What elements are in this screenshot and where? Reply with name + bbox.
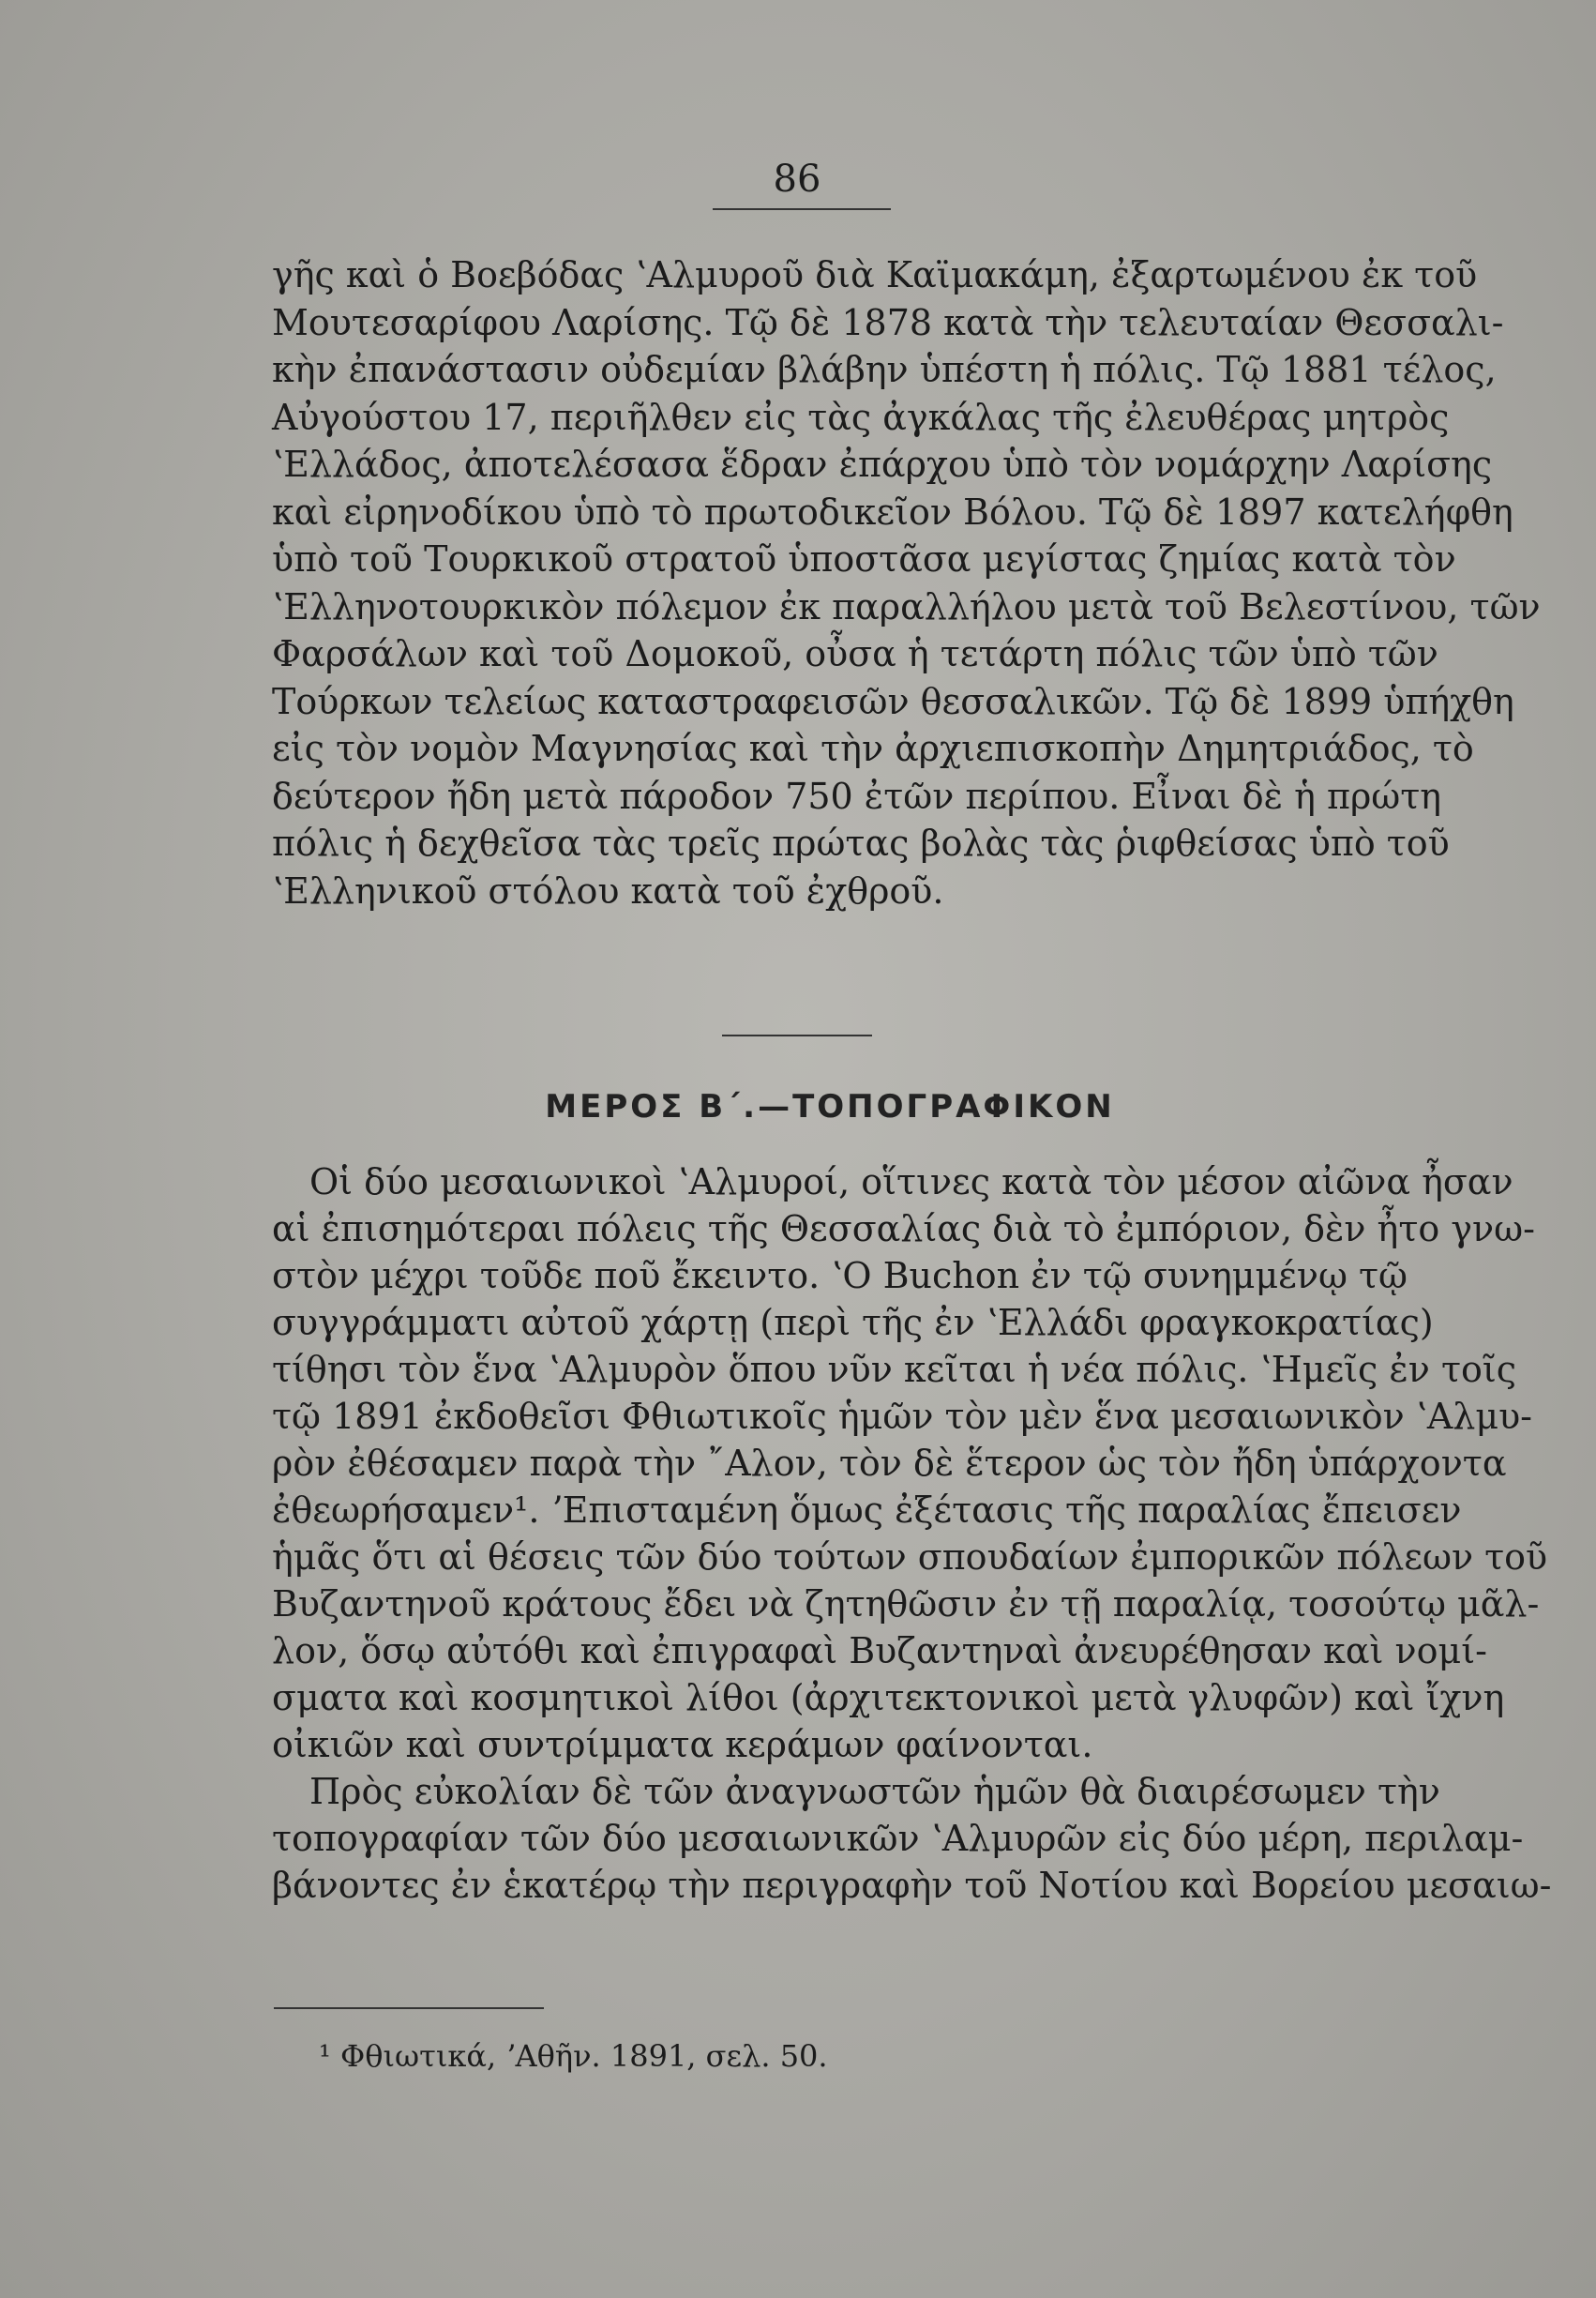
text-line: Οἱ δύο μεσαιωνικοὶ ʽΑλμυροί, οἵτινες κατὰ τὸν μέσον αἰῶνα ἦσαν: [309, 1161, 1513, 1202]
text-line: ἐθεωρήσαμεν¹. ʼΕπισταμένη ὅμως ἐξέτασις τῆς παραλίας ἔπεισεν: [272, 1489, 1462, 1531]
text-line: σματα καὶ κοσμητικοὶ λίθοι (ἀρχιτεκτονικοὶ μετὰ γλυφῶν) καὶ ἴχνη: [272, 1677, 1505, 1718]
text-line: καὶ εἰρηνοδίκου ὑπὸ τὸ πρωτοδικεῖον Βόλου. Τῷ δὲ 1897 κατελήφθη: [272, 491, 1513, 533]
text-line: Βυζαντηνοῦ κράτους ἔδει νὰ ζητηθῶσιν ἐν τῇ παραλίᾳ, τοσούτῳ μᾶλ-: [272, 1583, 1540, 1625]
text-line: οἰκιῶν καὶ συντρίμματα κεράμων φαίνονται.: [272, 1724, 1093, 1765]
page-number: 86: [773, 158, 821, 201]
text-line: τοπογραφίαν τῶν δύο μεσαιωνικῶν ʽΑλμυρῶν εἰς δύο μέρη, περιλαμ-: [272, 1818, 1524, 1859]
text-line: βάνοντες ἐν ἑκατέρῳ τὴν περιγραφὴν τοῦ Νοτίου καὶ Βορείου μεσαιω-: [272, 1865, 1552, 1906]
text-line: ʽΕλληνικοῦ στόλου κατὰ τοῦ ἐχθροῦ.: [272, 869, 944, 912]
section-separator: [722, 1035, 872, 1036]
text-line: Αὐγούστου 17, περιῆλθεν εἰς τὰς ἀγκάλας τῆς ἐλευθέρας μητρὸς: [272, 396, 1450, 438]
footnote-rule: [274, 2007, 544, 2009]
text-line: ἡμᾶς ὅτι αἱ θέσεις τῶν δύο τούτων σπουδαίων ἐμπορικῶν πόλεων τοῦ: [272, 1536, 1548, 1578]
text-line: γῆς καὶ ὁ Βοεβόδας ʽΑλμυροῦ διὰ Καϊμακάμη, ἐξαρτωμένου ἐκ τοῦ: [272, 254, 1478, 295]
text-line: τῷ 1891 ἐκδοθεῖσι Φθιωτικοῖς ἡμῶν τὸν μὲν ἕνα μεσαιωνικὸν ʽΑλμυ-: [272, 1396, 1533, 1437]
text-line: κὴν ἐπανάστασιν οὐδεμίαν βλάβην ὑπέστη ἡ πόλις. Τῷ 1881 τέλος,: [272, 349, 1497, 390]
paragraph-topography: [272, 1158, 1552, 1909]
text-line: ʽΕλληνοτουρκικὸν πόλεμον ἐκ παραλλήλου μετὰ τοῦ Βελεστίνου, τῶν: [272, 585, 1541, 627]
text-line: τίθησι τὸν ἕνα ʽΑλμυρὸν ὅπου νῦν κεῖται ἡ νέα πόλις. ʽΗμεῖς ἐν τοῖς: [272, 1349, 1517, 1390]
footnote: ¹ Φθιωτικά, ʼΑθῆν. 1891, σελ. 50.: [319, 2038, 828, 2074]
text-line: Φαρσάλων καὶ τοῦ Δομοκοῦ, οὖσα ἡ τετάρτη πόλις τῶν ὑπὸ τῶν: [272, 633, 1438, 674]
paragraph-history: [272, 251, 1541, 915]
text-line: Πρὸς εὐκολίαν δὲ τῶν ἀναγνωστῶν ἡμῶν θὰ διαιρέσωμεν τὴν: [309, 1771, 1440, 1812]
text-line: ρὸν ἐθέσαμεν παρὰ τὴν ῎Αλον, τὸν δὲ ἕτερον ὡς τὸν ἤδη ὑπάρχοντα: [272, 1443, 1507, 1484]
text-line: ὑπὸ τοῦ Τουρκικοῦ στρατοῦ ὑποστᾶσα μεγίστας ζημίας κατὰ τὸν: [272, 538, 1456, 580]
text-line: αἱ ἐπισημότεραι πόλεις τῆς Θεσσαλίας διὰ τὸ ἐμπόριον, δὲν ἦτο γνω-: [272, 1208, 1535, 1249]
text-line: συγγράμματι αὐτοῦ χάρτῃ (περὶ τῆς ἐν ʽΕλλάδι φραγκοκρατίας): [272, 1302, 1434, 1343]
text-line: εἰς τὸν νομὸν Μαγνησίας καὶ τὴν ἀρχιεπισκοπὴν Δημητριάδος, τὸ: [272, 728, 1474, 769]
text-line: λον, ὅσῳ αὐτόθι καὶ ἐπιγραφαὶ Βυζαντηναὶ ἀνευρέθησαν καὶ νομί-: [272, 1630, 1487, 1671]
text-line: πόλις ἡ δεχθεῖσα τὰς τρεῖς πρώτας βολὰς τὰς ῥιφθείσας ὑπὸ τοῦ: [272, 823, 1450, 864]
text-line: Τούρκων τελείως καταστραφεισῶν θεσσαλικῶν. Τῷ δὲ 1899 ὑπήχθη: [272, 680, 1514, 722]
text-line: δεύτερον ἤδη μετὰ πάροδον 750 ἐτῶν περίπου. Εἶναι δὲ ἡ πρώτη: [272, 775, 1442, 817]
section-heading: ΜΕΡΟΣ Β΄.—ΤΟΠΟΓΡΑΦΙΚΟΝ: [545, 1088, 1115, 1126]
text-line: στὸν μέχρι τοῦδε ποῦ ἔκειντο. ʽΟ Buchon ἐν τῷ συνημμένῳ τῷ: [272, 1255, 1408, 1296]
text-line: ʽΕλλάδος, ἀποτελέσασα ἕδραν ἐπάρχου ὑπὸ τὸν νομάρχην Λαρίσης: [272, 444, 1493, 485]
text-line: Μουτεσαρίφου Λαρίσης. Τῷ δὲ 1878 κατὰ τὴν τελευταίαν Θεσσαλι-: [272, 301, 1504, 343]
page-number-rule: [713, 208, 891, 210]
